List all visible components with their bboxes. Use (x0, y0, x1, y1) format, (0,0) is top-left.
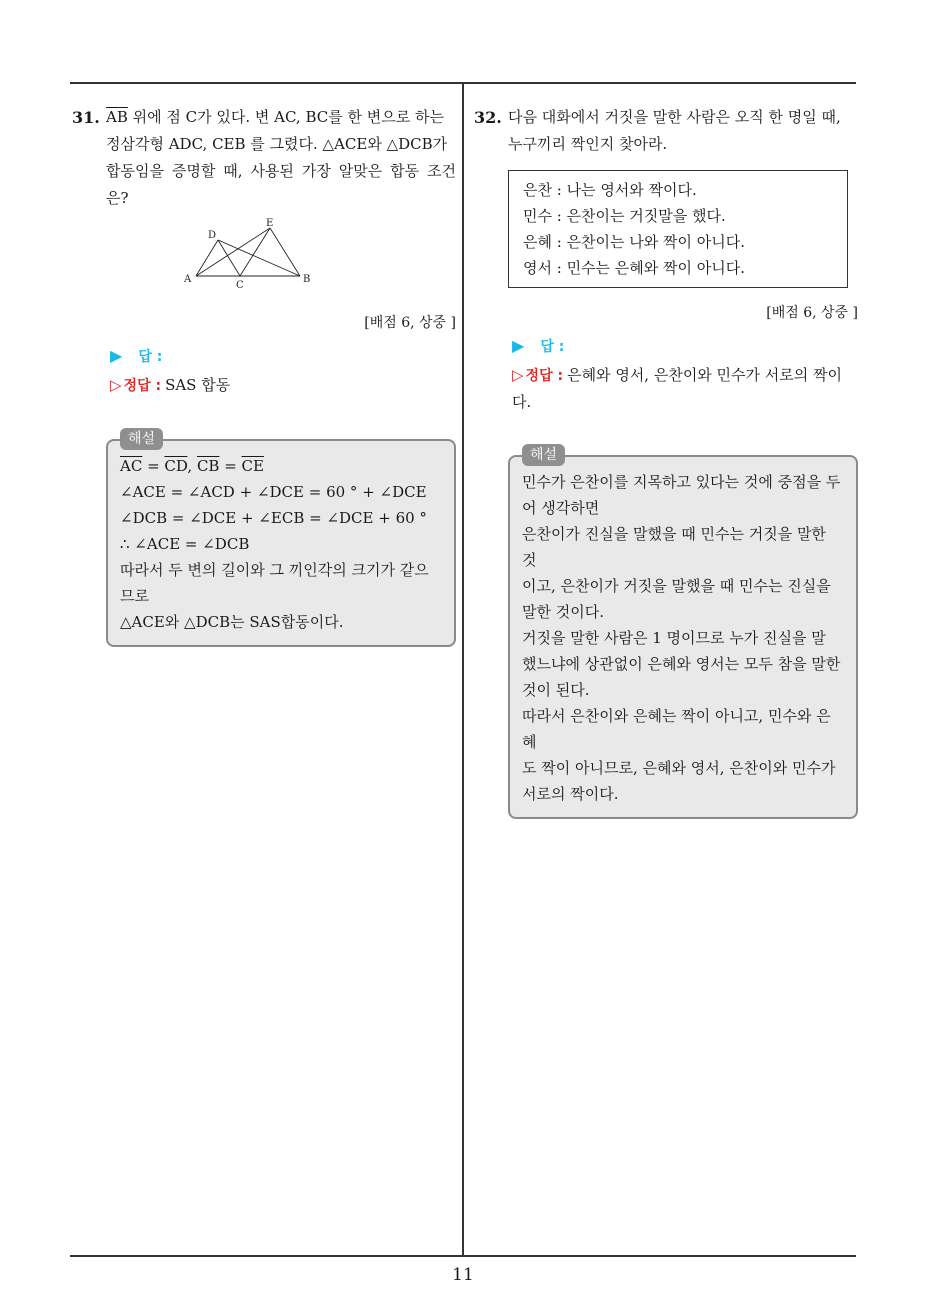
solution-line: △ACE와 △DCB는 SAS합동이다. (120, 613, 344, 631)
solution-line: 서로의 짝이다. (522, 785, 619, 803)
question-31-column (72, 104, 456, 647)
solution-line: ∴ ∠ACE = ∠DCB (120, 535, 250, 553)
bottom-rule (70, 1255, 856, 1257)
comma: , (187, 457, 197, 475)
correct-label: 정답 : (525, 368, 564, 384)
segment-ab: $\overline{AB}$ (106, 108, 128, 126)
answer-label: 답 : (138, 349, 163, 365)
solution-line: ∠DCB = ∠DCE + ∠ECB = ∠DCE + 60 ° (120, 509, 427, 527)
correct-answer-row (512, 362, 858, 415)
correct-value: SAS 합동 (165, 376, 231, 394)
solution-tab: 해설 (120, 428, 163, 450)
dialog-line: 영서 : 민수는 은혜와 짝이 아니다. (523, 259, 746, 277)
question-32-column (474, 104, 858, 819)
solution-line: 따라서 두 변의 길이와 그 끼인각의 크기가 같으 (120, 561, 429, 579)
solution-line: 따라서 은찬이와 은혜는 짝이 아니고, 민수와 은혜 (522, 707, 831, 751)
play-arrow-icon: ▶ (512, 336, 525, 355)
solution-box (106, 431, 456, 647)
solution-line: 것이 된다. (522, 681, 590, 699)
solution-tab: 해설 (522, 444, 565, 466)
triangle-outline-icon: ▷ (512, 366, 524, 384)
column-divider (462, 82, 464, 1257)
segment-cd: $\overline{CD}$ (164, 457, 188, 475)
play-arrow-icon: ▶ (110, 346, 123, 365)
label-c: C (236, 280, 244, 291)
label-e: E (266, 218, 274, 229)
segment-ac: $\overline{AC}$ (120, 457, 143, 475)
equals: = (142, 457, 165, 475)
solution-line (120, 453, 442, 479)
answer-label: 답 : (540, 339, 565, 355)
dialog-line: 은혜 : 은찬이는 나와 짝이 아니다. (523, 233, 746, 251)
label-d: D (208, 230, 217, 241)
question-line: 다음 대화에서 거짓을 말한 사람은 오직 한 명일 때, (508, 108, 841, 126)
correct-answer-row (110, 372, 456, 399)
segment-cb: $\overline{CB}$ (196, 457, 220, 475)
solution-line: 이고, 은찬이가 거짓을 말했을 때 민수는 진실을 (522, 577, 831, 595)
question-line: 합동임을 증명할 때, 사용된 가장 알맞은 합동 조건은? (106, 162, 456, 207)
solution-line: 도 짝이 아니므로, 은혜와 영서, 은찬이와 민수가 (522, 759, 836, 777)
question-31-text (72, 104, 456, 212)
segment-ce: $\overline{CE}$ (241, 457, 264, 475)
solution-line: 은찬이가 진실을 말했을 때 민수는 거짓을 말한 것 (522, 525, 826, 569)
label-b: B (303, 274, 311, 285)
correct-label: 정답 : (123, 378, 162, 394)
dialog-line: 민수 : 은찬이는 거짓말을 했다. (523, 207, 726, 225)
score-label: [배점 6, 상중 ] (364, 315, 456, 331)
solution-line: 어 생각하면 (522, 499, 600, 517)
question-32-text (474, 104, 858, 158)
correct-value: 은혜와 영서, 은찬이와 민수가 서로의 짝이 (567, 366, 843, 384)
question-number: 31. (72, 108, 100, 127)
dialog-line: 은찬 : 나는 영서와 짝이다. (523, 181, 697, 199)
solution-line: ∠ACE = ∠ACD + ∠DCE = 60 ° + ∠DCE (120, 483, 427, 501)
question-line: 정삼각형 ADC, CEB 를 그렸다. △ACE와 △DCB가 (106, 135, 448, 153)
solution-box (508, 447, 858, 819)
triangle-outline-icon: ▷ (110, 376, 122, 394)
solution-line: 민수가 은찬이를 지목하고 있다는 것에 중점을 두 (522, 473, 841, 491)
question-line: 위에 점 C가 있다. 변 AC, BC를 한 변으로 하는 (127, 108, 444, 126)
equals: = (219, 457, 242, 475)
triangle-figure (182, 218, 312, 298)
solution-line: 므로 (120, 587, 149, 605)
question-line: 누구끼리 짝인지 찾아라. (508, 135, 668, 153)
solution-line: 했느냐에 상관없이 은혜와 영서는 모두 참을 말한 (522, 655, 841, 673)
solution-line: 말한 것이다. (522, 603, 604, 621)
correct-value-cont: 다. (512, 393, 532, 411)
answer-row (110, 346, 456, 366)
score-label: [배점 6, 상중 ] (766, 305, 858, 321)
page-number: 11 (452, 1265, 474, 1285)
dialog-box (508, 170, 848, 288)
solution-line: 거짓을 말한 사람은 1 명이므로 누가 진실을 말 (522, 629, 826, 647)
question-number: 32. (474, 108, 502, 127)
label-a: A (184, 274, 192, 285)
answer-row (512, 336, 858, 356)
